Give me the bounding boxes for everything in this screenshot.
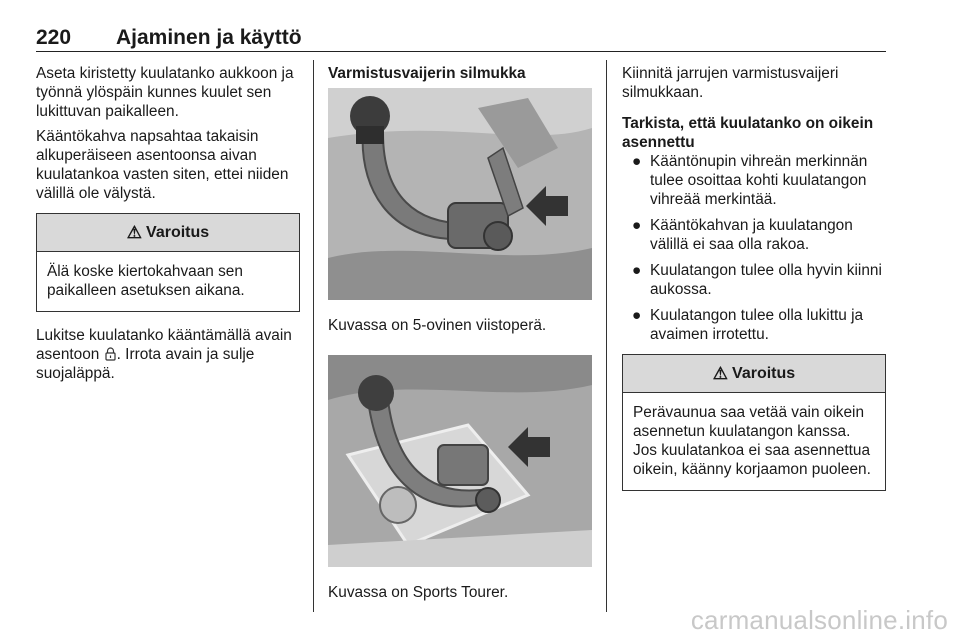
list-item: ● Kääntökahvan ja kuulatangon välillä ei saa olla rakoa. (632, 217, 853, 253)
paragraph (36, 326, 300, 383)
page-title: Ajaminen ja käyttö (116, 26, 302, 49)
warning-header (623, 355, 885, 393)
warning-title: Varoitus (146, 224, 210, 241)
list-item: ● Kuulatangon tulee olla hyvin kiinni aukossa. (632, 262, 882, 298)
list-item: ● Kuulatangon tulee olla lukittu ja avaimen irrotettu. (632, 307, 864, 343)
warning-header (37, 214, 299, 252)
column-2 (328, 64, 592, 622)
lock-icon (105, 347, 116, 361)
column-1 (36, 64, 300, 389)
warning-triangle-icon: ⚠ (126, 223, 143, 242)
bullet-icon: ● (632, 307, 642, 324)
warning-text: Älä koske kiertokahvaan sen paikalleen asetuksen aikana. (47, 263, 245, 299)
column-3 (622, 64, 886, 505)
list-item: ● Kääntönupin vihreän merkinnän tulee osoittaa kohti kuulatangon vihreää merkintää. (632, 153, 868, 208)
bullet-icon: ● (632, 262, 642, 279)
towbar-photo-sports-tourer (328, 355, 592, 567)
page-number: 220 (36, 26, 72, 49)
page-header (36, 26, 886, 52)
bullet-icon: ● (632, 153, 642, 170)
towbar-photo-hatchback (328, 88, 592, 300)
paragraph: Aseta kiristetty kuulatanko aukkoon ja työnnä ylöspäin kunnes kuulet sen lukittuvan paikalleen. (36, 65, 294, 120)
figure-caption: Kuvassa on Sports Tourer. (328, 584, 509, 601)
paragraph: Kiinnitä jarrujen varmistusvaijeri silmukkaan. (622, 65, 839, 101)
warning-text: Perävaunua saa vetää vain oikein asennetun kuulatangon kanssa. Jos kuulatankoa ei saa asennettua oikein, käänny korjaamon puoleen. (633, 404, 871, 478)
paragraph: Kääntökahva napsahtaa takaisin alkuperäiseen asentoonsa aivan kuulatankoa vasten siten, ettei niiden välillä ole välystä. (36, 128, 289, 202)
paragraph-text: Lukitse kuulatanko kääntämällä avain asentoon (36, 327, 292, 363)
column-divider (606, 60, 607, 612)
section-heading: Varmistusvaijerin silmukka (328, 65, 526, 82)
warning-box (622, 354, 886, 491)
warning-title: Varoitus (732, 365, 796, 382)
section-heading: Tarkista, että kuulatanko on oikein asennettu (622, 115, 874, 151)
check-list (622, 152, 886, 344)
watermark: carmanualsonline.info (690, 605, 948, 635)
figure-caption: Kuvassa on 5-ovinen viistoperä. (328, 317, 547, 334)
warning-box (36, 213, 300, 312)
paragraph-text: . Irrota avain ja sulje suojaläppä. (36, 346, 255, 382)
column-divider (313, 60, 314, 612)
warning-triangle-icon: ⚠ (712, 364, 729, 383)
bullet-icon: ● (632, 217, 642, 234)
